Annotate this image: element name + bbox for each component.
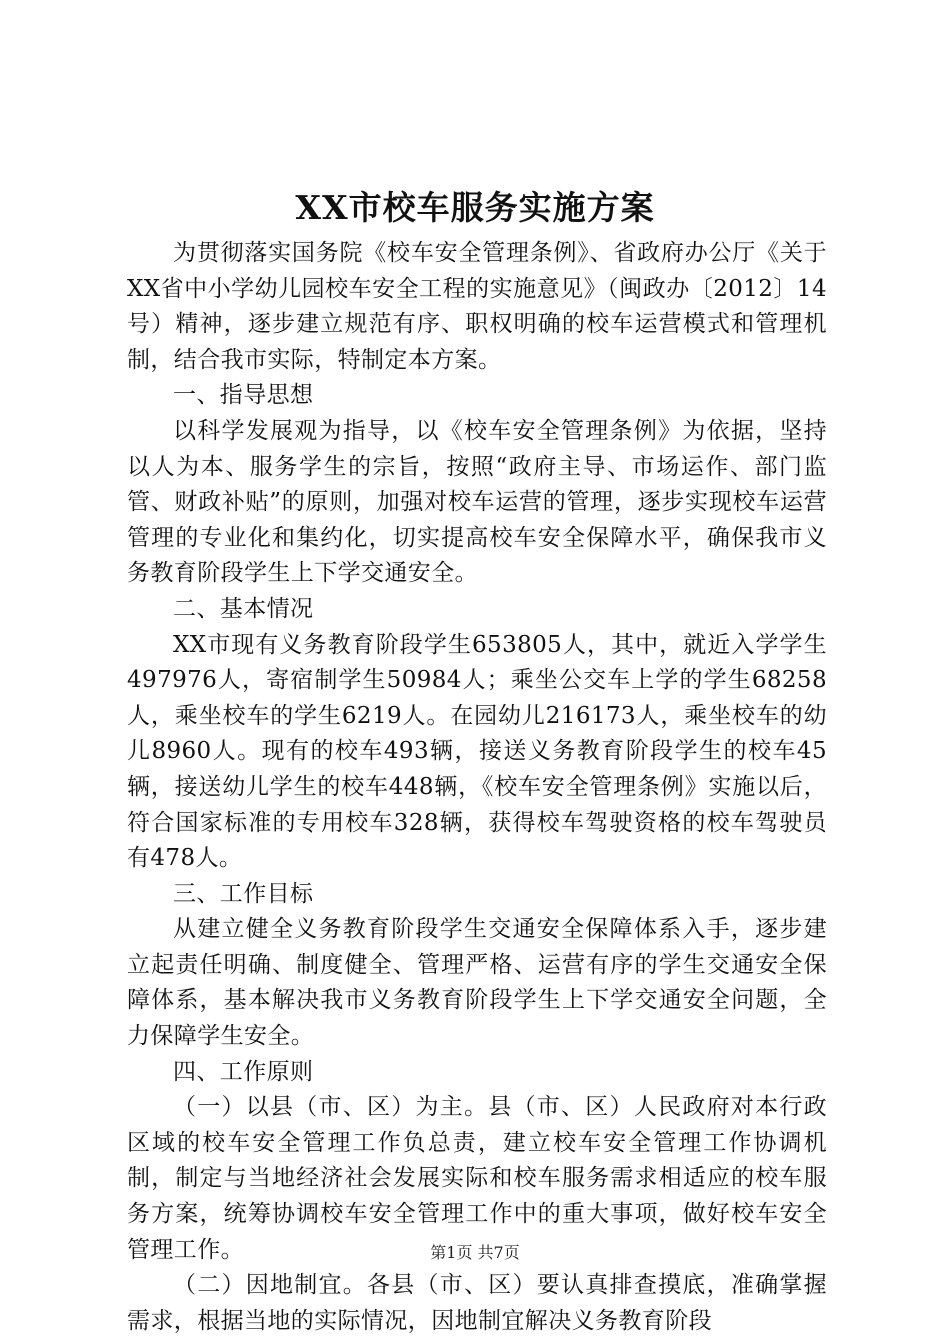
heading-basic-situation: 二、基本情况: [173, 595, 314, 622]
heading-work-goals: 三、工作目标: [173, 880, 314, 907]
paragraph-basic-situation: XX市现有义务教育阶段学生653805人，其中，就近入学学生497976人，寄宿制学生50984人；乘坐公交车上学的学生68258人，乘坐校车的学生6219人。在园幼儿216173人，乘坐校车的幼儿8960人。现有的校车493辆，接送义务教育阶段学生的校车45辆，接送幼儿学生的校车448辆，《校车安全管理条例》实施以后，符合国家标准的专用校车328辆，获得校车驾驶资格的校车驾驶员有478人。: [127, 631, 827, 872]
document-title: XX市校车服务实施方案: [295, 188, 655, 227]
paragraph-work-goals: 从建立健全义务教育阶段学生交通安全保障体系入手，逐步建立起责任明确、制度健全、管理严格、运营有序的学生交通安全保障体系，基本解决我市义务教育阶段学生上下学交通安全问题，全力保障学生安全。: [127, 916, 827, 1050]
document-body: [127, 236, 827, 1339]
paragraph-principle-2: （二）因地制宜。各县（市、区）要认真排查摸底，准确掌握需求，根据当地的实际情况，因地制宜解决义务教育阶段: [127, 1272, 827, 1334]
paragraph-intro: 为贯彻落实国务院《校车安全管理条例》、省政府办公厅《关于XX省中小学幼儿园校车安全工程的实施意见》（闽政办〔2012〕14号）精神，逐步建立规范有序、职权明确的校车运营模式和管理机制，结合我市实际，特制定本方案。: [127, 240, 827, 373]
page-number-footer: 第1页 共7页: [430, 1243, 520, 1262]
heading-work-principles: 四、工作原则: [173, 1058, 314, 1085]
paragraph-guiding-ideology: 以科学发展观为指导，以《校车安全管理条例》为依据，坚持以人为本、服务学生的宗旨，按照“政府主导、市场运作、部门监管、财政补贴”的原则，加强对校车运营的管理，逐步实现校车运营管理的专业化和集约化，切实提高校车安全保障水平，确保我市义务教育阶段学生上下学交通安全。: [127, 417, 827, 587]
paragraph-principle-1: （一）以县（市、区）为主。县（市、区）人民政府对本行政区域的校车安全管理工作负总责，建立校车安全管理工作协调机制，制定与当地经济社会发展实际和校车服务需求相适应的校车服务方案，统筹协调校车安全管理工作中的重大事项，做好校车安全管理工作。: [127, 1094, 827, 1263]
heading-guiding-ideology: 一、指导思想: [173, 382, 314, 409]
